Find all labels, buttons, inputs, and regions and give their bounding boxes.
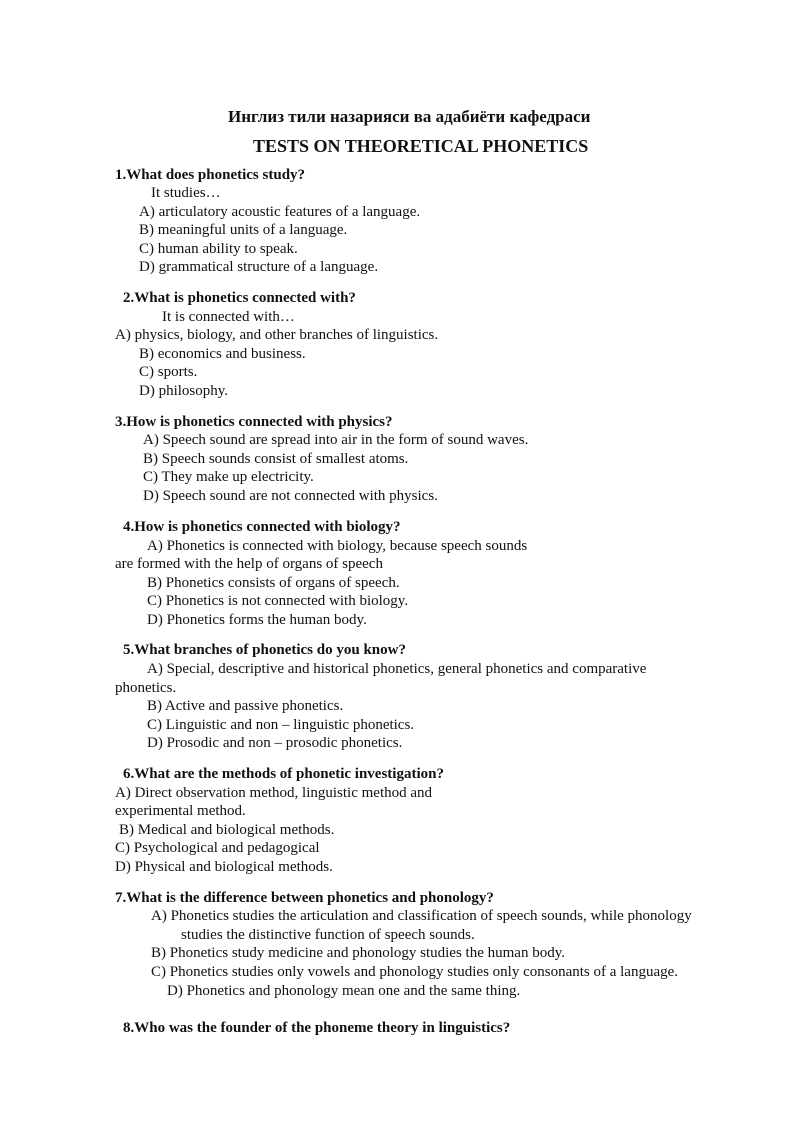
question-3-option-b: B) Speech sounds consist of smallest atoms. — [143, 451, 409, 467]
question-2: 2.What is phonetics connected with? — [123, 290, 356, 306]
question-6-option-a-line2: experimental method. — [115, 803, 246, 819]
question-4-option-a-line1: A) Phonetics is connected with biology, because speech sounds — [147, 538, 528, 554]
question-4-option-c: C) Phonetics is not connected with biology. — [147, 593, 409, 609]
question-3-option-d: D) Speech sound are not connected with physics. — [143, 488, 438, 504]
question-2-option-b: B) economics and business. — [139, 346, 306, 362]
question-4-option-a-line2: are formed with the help of organs of speech — [115, 556, 383, 572]
question-5-option-a-line2: phonetics. — [115, 680, 177, 696]
question-7-option-c: C) Phonetics studies only vowels and phonology studies only consonants of a language. — [151, 964, 679, 980]
question-7-option-b: B) Phonetics study medicine and phonology studies the human body. — [151, 945, 565, 961]
question-5-option-d: D) Prosodic and non – prosodic phonetics. — [147, 735, 403, 751]
question-1-option-a: A) articulatory acoustic features of a language. — [139, 204, 421, 220]
page-title: TESTS ON THEORETICAL PHONETICS — [253, 136, 589, 156]
question-6: 6.What are the methods of phonetic investigation? — [123, 766, 444, 782]
question-1-option-b: B) meaningful units of a language. — [139, 222, 348, 238]
question-6-option-c: C) Psychological and pedagogical — [115, 840, 320, 856]
question-7-option-d: D) Phonetics and phonology mean one and the same thing. — [167, 983, 521, 999]
question-5-option-b: B) Active and passive phonetics. — [147, 698, 344, 714]
question-4-option-b: B) Phonetics consists of organs of speech. — [147, 575, 400, 591]
question-6-option-b: B) Medical and biological methods. — [119, 822, 335, 838]
question-3-option-a: A) Speech sound are spread into air in the form of sound waves. — [143, 432, 529, 448]
question-7: 7.What is the difference between phonetics and phonology? — [115, 890, 494, 906]
question-4: 4.How is phonetics connected with biology? — [123, 519, 401, 535]
question-2-option-a: A) physics, biology, and other branches of linguistics. — [115, 327, 439, 343]
question-4-option-d: D) Phonetics forms the human body. — [147, 612, 367, 628]
question-3-option-c: C) They make up electricity. — [143, 469, 314, 485]
question-6-option-d: D) Physical and biological methods. — [115, 859, 333, 875]
question-6-option-a-line1: A) Direct observation method, linguistic method and — [115, 785, 433, 801]
question-8: 8.Who was the founder of the phoneme theory in linguistics? — [123, 1020, 511, 1036]
question-2-option-c: C) sports. — [139, 364, 198, 380]
question-2-option-d: D) philosophy. — [139, 383, 229, 399]
question-7-option-a-line1: A) Phonetics studies the articulation and classification of speech sounds, while phonology — [151, 908, 692, 924]
question-3: 3.How is phonetics connected with physics? — [115, 414, 393, 430]
question-2-stem: It is connected with… — [162, 309, 295, 325]
question-1-option-c: C) human ability to speak. — [139, 241, 298, 257]
question-5-option-c: C) Linguistic and non – linguistic phonetics. — [147, 717, 415, 733]
question-1-option-d: D) grammatical structure of a language. — [139, 259, 379, 275]
question-5: 5.What branches of phonetics do you know? — [123, 642, 406, 658]
question-5-option-a-line1: A) Special, descriptive and historical phonetics, general phonetics and comparative — [147, 661, 647, 677]
question-7-option-a-line2: studies the distinctive function of speech sounds. — [181, 927, 475, 943]
department-heading: Инглиз тили назарияси ва адабиёти кафедраси — [228, 107, 591, 126]
question-1: 1.What does phonetics study? — [115, 167, 306, 183]
question-1-stem: It studies… — [151, 185, 221, 201]
